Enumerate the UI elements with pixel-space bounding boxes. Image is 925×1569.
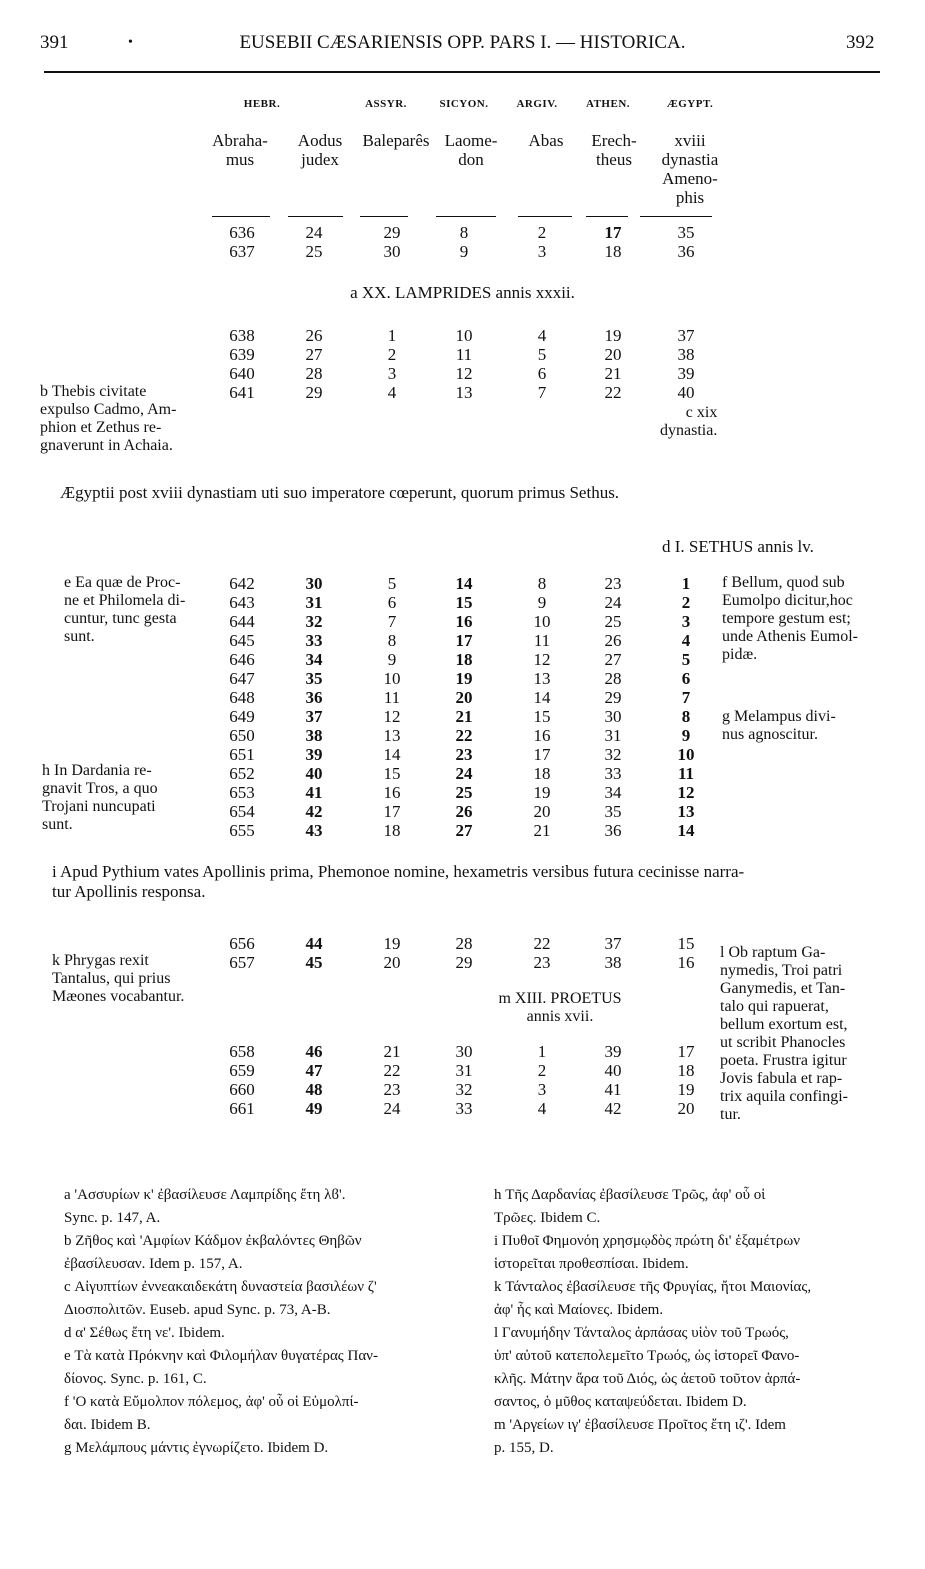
footnote-line: δίονος. Sync. p. 161, C. <box>64 1371 207 1387</box>
table-cell: 14 <box>677 821 695 840</box>
table-cell: 8 <box>387 631 397 650</box>
table-cell: 17 <box>533 745 551 764</box>
footnote-line: e Τὰ κατὰ Πρόκνην καὶ Φιλομήλαν θυγατέρας Παν- <box>64 1348 378 1364</box>
table-cell: 25 <box>604 612 622 631</box>
table-cell: 647 <box>229 669 255 688</box>
sidenote-l: l Ob raptum Ga- nymedis, Troi patri Ganymedis, et Tan- talo qui rapuerat, bellum exortum est, ut scribit Phanocles poeta. Frustra igitur Jovis fabula et rap- trix aquila confingi- tur. <box>720 944 848 1123</box>
table-cell: 653 <box>229 783 255 802</box>
table-cell: 23 <box>533 953 551 972</box>
table-cell: 15 <box>533 707 551 726</box>
table-cell: 36 <box>604 821 622 840</box>
table-cell: 23 <box>455 745 473 764</box>
sidenote-f: f Bellum, quod sub Eumolpo dicitur,hoc tempore gestum est; unde Athenis Eumol- pidæ. <box>722 574 858 663</box>
table-cell: 9 <box>681 726 691 745</box>
table-cell: 13 <box>533 669 551 688</box>
table-cell: 21 <box>533 821 551 840</box>
table-cell: 21 <box>383 1042 401 1061</box>
table-cell: 11 <box>677 764 695 783</box>
table-cell: 31 <box>305 593 323 612</box>
table-cell: 26 <box>604 631 622 650</box>
page-number-right: 392 <box>846 32 875 53</box>
table-cell: 23 <box>383 1080 401 1099</box>
table-cell: 18 <box>455 650 473 669</box>
footnote-line: Sync. p. 147, A. <box>64 1210 161 1226</box>
sidenote-b: b Thebis civitate expulso Cadmo, Am- phion et Zethus re- gnaverunt in Achaia. <box>40 383 177 454</box>
table-cell: 39 <box>305 745 323 764</box>
table-cell: 644 <box>229 612 255 631</box>
table-cell: 660 <box>229 1080 255 1099</box>
table-cell: 645 <box>229 631 255 650</box>
table-cell: 651 <box>229 745 255 764</box>
table-cell: 10 <box>677 745 695 764</box>
header-mark: • <box>128 35 133 50</box>
table-cell: 34 <box>305 650 323 669</box>
footnote-line: b Ζῆθος καὶ 'Αμφίων Κάδμον ἐκβαλόντες Θηβῶν <box>64 1233 362 1249</box>
table-cell: 8 <box>537 574 547 593</box>
table-cell: 38 <box>305 726 323 745</box>
table-cell: 40 <box>305 764 323 783</box>
table-cell: 30 <box>455 1042 473 1061</box>
footnote-line: g Μελάμπους μάντις ἐγνωρίζετο. Ibidem D. <box>64 1440 329 1456</box>
table-cell: 38 <box>604 953 622 972</box>
table-cell: 12 <box>533 650 551 669</box>
genus-sicyon: SICYON. <box>439 98 489 110</box>
table-cell: 28 <box>604 669 622 688</box>
table-cell: 659 <box>229 1061 255 1080</box>
table-cell: 649 <box>229 707 255 726</box>
aegyptii-line: Ægyptii post xviii dynastiam uti suo imperatore cœperunt, quorum primus Sethus. <box>60 483 620 502</box>
table-cell: 35 <box>604 802 622 821</box>
table-cell: 35 <box>305 669 323 688</box>
name-aegypt: xviii dynastia Ameno- phis <box>661 131 719 207</box>
header-rule <box>44 71 880 73</box>
table-cell: 16 <box>677 953 695 972</box>
table-cell: 9 <box>387 650 397 669</box>
table-cell: 37 <box>305 707 323 726</box>
footnote-line: ἀφ' ἧς καὶ Μαίονες. Ibidem. <box>494 1302 664 1318</box>
table-cell: 650 <box>229 726 255 745</box>
name-abas: Abas <box>528 131 564 150</box>
footnote-line: σαντος, ὁ μῦθος καταψεύδεται. Ibidem D. <box>494 1394 747 1410</box>
table-cell: 652 <box>229 764 255 783</box>
table-cell: 18 <box>677 1061 695 1080</box>
footnote-line: m 'Αργείων ιγ' ἐβασίλευσε Προῖτος ἔτη ιζ'. Idem <box>494 1417 786 1433</box>
table-cell: 6 <box>681 669 691 688</box>
table-cell: 33 <box>455 1099 473 1118</box>
table-cell: 642 <box>229 574 255 593</box>
name-hebr: Abraha- mus <box>212 131 268 169</box>
table-cell: 30 <box>604 707 622 726</box>
name-sicyon: Baleparês <box>362 131 430 150</box>
table-cell: 3 <box>537 1080 547 1099</box>
table-cell: 10 <box>533 612 551 631</box>
table-cell: 16 <box>383 783 401 802</box>
table-cell: 3 <box>681 612 691 631</box>
table-cell: 19 <box>533 783 551 802</box>
table-cell: 28 <box>455 934 473 953</box>
table-cell: 18 <box>383 821 401 840</box>
table-cell: 36 <box>305 688 323 707</box>
table-cell: 14 <box>383 745 401 764</box>
table-cell: 2 <box>681 593 691 612</box>
sethus-heading: d I. SETHUS annis lv. <box>662 537 814 556</box>
table-cell: 657 <box>229 953 255 972</box>
genus-assyr: ASSYR. <box>365 98 407 110</box>
table-cell: 29 <box>455 953 473 972</box>
table-cell: 22 <box>533 934 551 953</box>
table-cell: 643 <box>229 593 255 612</box>
table-cell: 33 <box>305 631 323 650</box>
name-erechtheus: Erech- theus <box>591 131 637 169</box>
sidenote-g: g Melampus divi- nus agnoscitur. <box>722 708 836 743</box>
sidenote-k: k Phrygas rexit Tantalus, qui prius Mæones vocabantur. <box>52 952 185 1005</box>
table-cell: 2 <box>537 1061 547 1080</box>
table-cell: 26 <box>455 802 473 821</box>
table-cell: 658 <box>229 1042 255 1061</box>
table-cell: 32 <box>604 745 622 764</box>
table-cell: 9 <box>537 593 547 612</box>
table-cell: 14 <box>533 688 551 707</box>
table-cell: 16 <box>533 726 551 745</box>
table-cell: 7 <box>387 612 397 631</box>
genus-aegypt: ÆGYPT. <box>666 98 714 110</box>
table-cell: 11 <box>533 631 551 650</box>
table-cell: 13 <box>383 726 401 745</box>
table-cell: 46 <box>305 1042 323 1061</box>
footnote-line: ἐβασίλευσαν. Idem p. 157, A. <box>64 1256 243 1272</box>
table-cell: 32 <box>305 612 323 631</box>
sidenote-e: e Ea quæ de Proc- ne et Philomela di- cuntur, tunc gesta sunt. <box>64 574 186 645</box>
footnotes-right <box>494 1184 894 1460</box>
table-cell: 14 <box>455 574 473 593</box>
table-cell: 12 <box>677 783 695 802</box>
table-cell: 4 <box>537 1099 547 1118</box>
footnote-line: d α' Σέθως ἔτη νε'. Ibidem. <box>64 1325 225 1341</box>
table-cell: 32 <box>455 1080 473 1099</box>
sidenote-h: h In Dardania re- gnavit Tros, a quo Trojani nuncupati sunt. <box>42 762 158 833</box>
page-number-left: 391 <box>40 32 69 53</box>
running-title: EUSEBII CÆSARIENSIS OPP. PARS I. — HISTORICA. <box>239 32 686 53</box>
table-cell: 30 <box>305 574 323 593</box>
table-cell: 20 <box>677 1099 695 1118</box>
table-cell: 29 <box>604 688 622 707</box>
table-cell: 646 <box>229 650 255 669</box>
name-argiv: Laome- don <box>444 131 498 169</box>
table-cell: 21 <box>455 707 473 726</box>
table-cell: 33 <box>604 764 622 783</box>
footnote-line: δαι. Ibidem B. <box>64 1417 151 1433</box>
genus-hebr: HEBR. <box>243 98 281 110</box>
table-cell: 47 <box>305 1061 323 1080</box>
table-cell: 17 <box>383 802 401 821</box>
footnote-line: h Τῆς Δαρδανίας ἐβασίλευσε Τρῶς, ἀφ' οὗ οἱ <box>494 1187 766 1203</box>
table-cell: 12 <box>383 707 401 726</box>
table-cell: 7 <box>681 688 691 707</box>
name-assyr: Aodus judex <box>297 131 343 169</box>
table-cell: 45 <box>305 953 323 972</box>
table-cell: 10 <box>383 669 401 688</box>
footnote-line: Τρῶες. Ibidem C. <box>494 1210 601 1226</box>
table-cell: 1 <box>537 1042 547 1061</box>
table-cell: 661 <box>229 1099 255 1118</box>
genus-athen: ATHEN. <box>585 98 631 110</box>
table-cell: 42 <box>305 802 323 821</box>
footnote-line: k Τάνταλος ἐβασίλευσε τῆς Φρυγίας, ἤτοι Μαιονίας, <box>494 1279 812 1295</box>
table-cell: 22 <box>383 1061 401 1080</box>
footnote-line: a 'Ασσυρίων κ' ἐβασίλευσε Λαμπρίδης ἔτη λϐ'. <box>64 1187 346 1203</box>
table-cell: 17 <box>677 1042 695 1061</box>
table-cell: 42 <box>604 1099 622 1118</box>
table-cell: 27 <box>604 650 622 669</box>
table-cell: 13 <box>677 802 695 821</box>
table-cell: 31 <box>604 726 622 745</box>
footnote-line: Διοσπολιτῶν. Euseb. apud Sync. p. 73, A-B. <box>64 1302 331 1318</box>
table-cell: 655 <box>229 821 255 840</box>
table-cell: 4 <box>681 631 691 650</box>
table-cell: 5 <box>681 650 691 669</box>
table-cell: 20 <box>533 802 551 821</box>
table-cell: 37 <box>604 934 622 953</box>
table-cell: 39 <box>604 1042 622 1061</box>
proetus-heading: m XIII. PROETUS annis xvii. <box>498 990 622 1025</box>
table-cell: 41 <box>305 783 323 802</box>
table-cell: 17 <box>455 631 473 650</box>
table-cell: 25 <box>455 783 473 802</box>
table-cell: 656 <box>229 934 255 953</box>
table-cell: 18 <box>533 764 551 783</box>
table-cell: 34 <box>604 783 622 802</box>
footnote-line: c Αἰγυπτίων ἐννεακαιδεκάτη δυναστεία βασιλέων ζ' <box>64 1279 377 1295</box>
table-cell: 19 <box>383 934 401 953</box>
table-cell: 43 <box>305 821 323 840</box>
footnote-line: l Γανυμήδην Τάνταλος ἁρπάσας υἱὸν τοῦ Τρωός, <box>494 1325 789 1341</box>
table-cell: 654 <box>229 802 255 821</box>
table-cell: 23 <box>604 574 622 593</box>
table-cell: 20 <box>455 688 473 707</box>
table-cell: 648 <box>229 688 255 707</box>
table-cell: 20 <box>383 953 401 972</box>
footnotes-left <box>64 1184 474 1460</box>
table-cell: 44 <box>305 934 323 953</box>
genus-argiv: ARGIV. <box>516 98 558 110</box>
footnote-line: ὑπ' αὐτοῦ κατεπολεμεῖτο Τρωός, ὡς ἱστορεῖ Φανο- <box>494 1348 800 1364</box>
table-cell: 41 <box>604 1080 622 1099</box>
footnote-line: f 'Ο κατὰ Εὔμολπον πόλεμος, ἀφ' οὗ οἱ Εὐμολπί- <box>64 1394 359 1410</box>
table-cell: 19 <box>677 1080 695 1099</box>
table-cell: 24 <box>383 1099 401 1118</box>
table-cell: 40 <box>604 1061 622 1080</box>
table-cell: 1 <box>681 574 691 593</box>
table-cell: 5 <box>387 574 397 593</box>
table-cell: 49 <box>305 1099 323 1118</box>
table-cell: 24 <box>455 764 473 783</box>
table-cell: 15 <box>677 934 695 953</box>
lamprides-heading: a XX. LAMPRIDES annis xxxii. <box>350 283 575 302</box>
table-cell: 11 <box>383 688 401 707</box>
table-cell: 24 <box>604 593 622 612</box>
sidenote-c: c xix dynastia. <box>660 404 718 439</box>
footnote-line: p. 155, D. <box>494 1440 554 1456</box>
table-cell: 19 <box>455 669 473 688</box>
table-cell: 16 <box>455 612 473 631</box>
table-cell: 8 <box>681 707 691 726</box>
footnote-line: ἱστορεῖται προθεσπίσαι. Ibidem. <box>494 1256 689 1272</box>
table-cell: 31 <box>455 1061 473 1080</box>
table-cell: 27 <box>455 821 473 840</box>
table-cell: 22 <box>455 726 473 745</box>
table-cell: 6 <box>387 593 397 612</box>
table-cell: 48 <box>305 1080 323 1099</box>
footnote-line: κλῆς. Μάτην ἄρα τοῦ Διός, ὡς ἀετοῦ τοῦτον ἁρπά- <box>494 1371 801 1387</box>
table-cell: 15 <box>383 764 401 783</box>
table-cell: 15 <box>455 593 473 612</box>
footnote-line: i Πυθοῖ Φημονόη χρησμῳδὸς πρώτη δι' ἑξαμέτρων <box>494 1233 801 1249</box>
pythium-paragraph: i Apud Pythium vates Apollinis prima, Phemonoe nomine, hexametris versibus futura cecinisse narra- tur Apollinis responsa. <box>52 862 745 901</box>
